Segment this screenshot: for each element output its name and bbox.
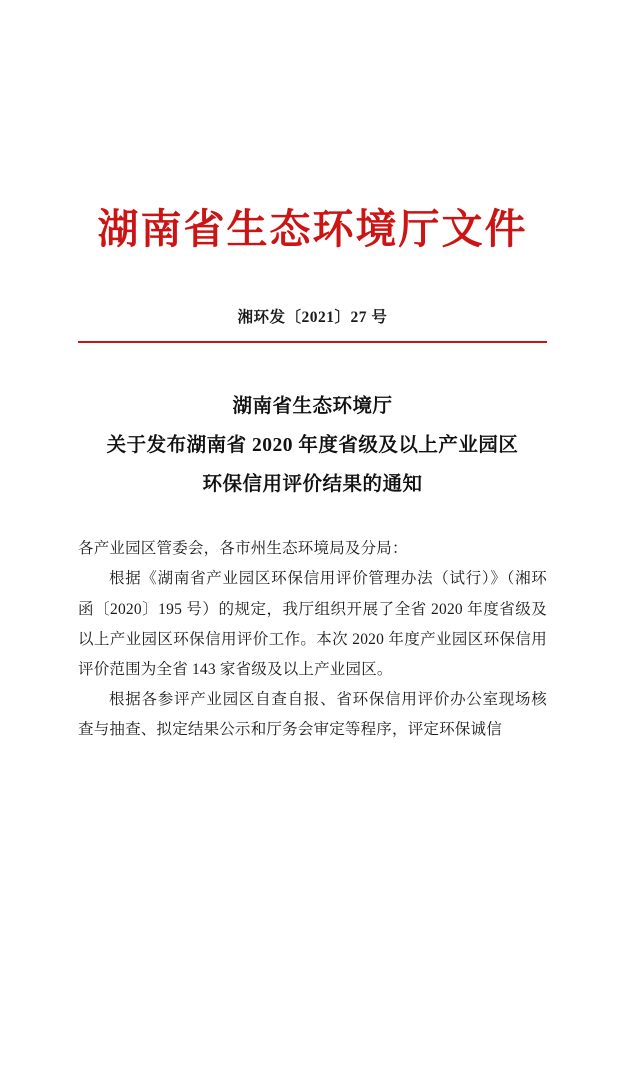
masthead-title: 湖南省生态环境厅文件 bbox=[97, 205, 528, 253]
title-line-3: 环保信用评价结果的通知 bbox=[202, 474, 423, 496]
document-number: 湘环发〔2021〕27 号 bbox=[237, 309, 388, 327]
document-title-block bbox=[78, 387, 547, 504]
salutation-line: 各产业园区管委会，各市州生态环境局及分局： bbox=[78, 540, 408, 558]
body-paragraph-1: 根据《湖南省产业园区环保信用评价管理办法（试行）》（湘环函〔2020〕195 号）的规定，我厅组织开展了全省 2020 年度省级及以上产业园区环保信用评价工作。本次 2020 年度产业园区环保信用评价范围为全省 143 家省级及以上产业园区。 bbox=[78, 570, 547, 679]
document-masthead bbox=[78, 206, 547, 253]
title-line-1: 湖南省生态环境厅 bbox=[232, 396, 393, 418]
body-paragraph-2: 根据各参评产业园区自查自报、省环保信用评价办公室现场核查与抽查、拟定结果公示和厅务会审定等程序，评定环保诚信 bbox=[78, 691, 547, 739]
red-divider-rule bbox=[78, 341, 547, 343]
document-page bbox=[0, 206, 625, 1076]
document-body bbox=[78, 534, 547, 746]
title-line-2: 关于发布湖南省 2020 年度省级及以上产业园区 bbox=[106, 435, 519, 457]
